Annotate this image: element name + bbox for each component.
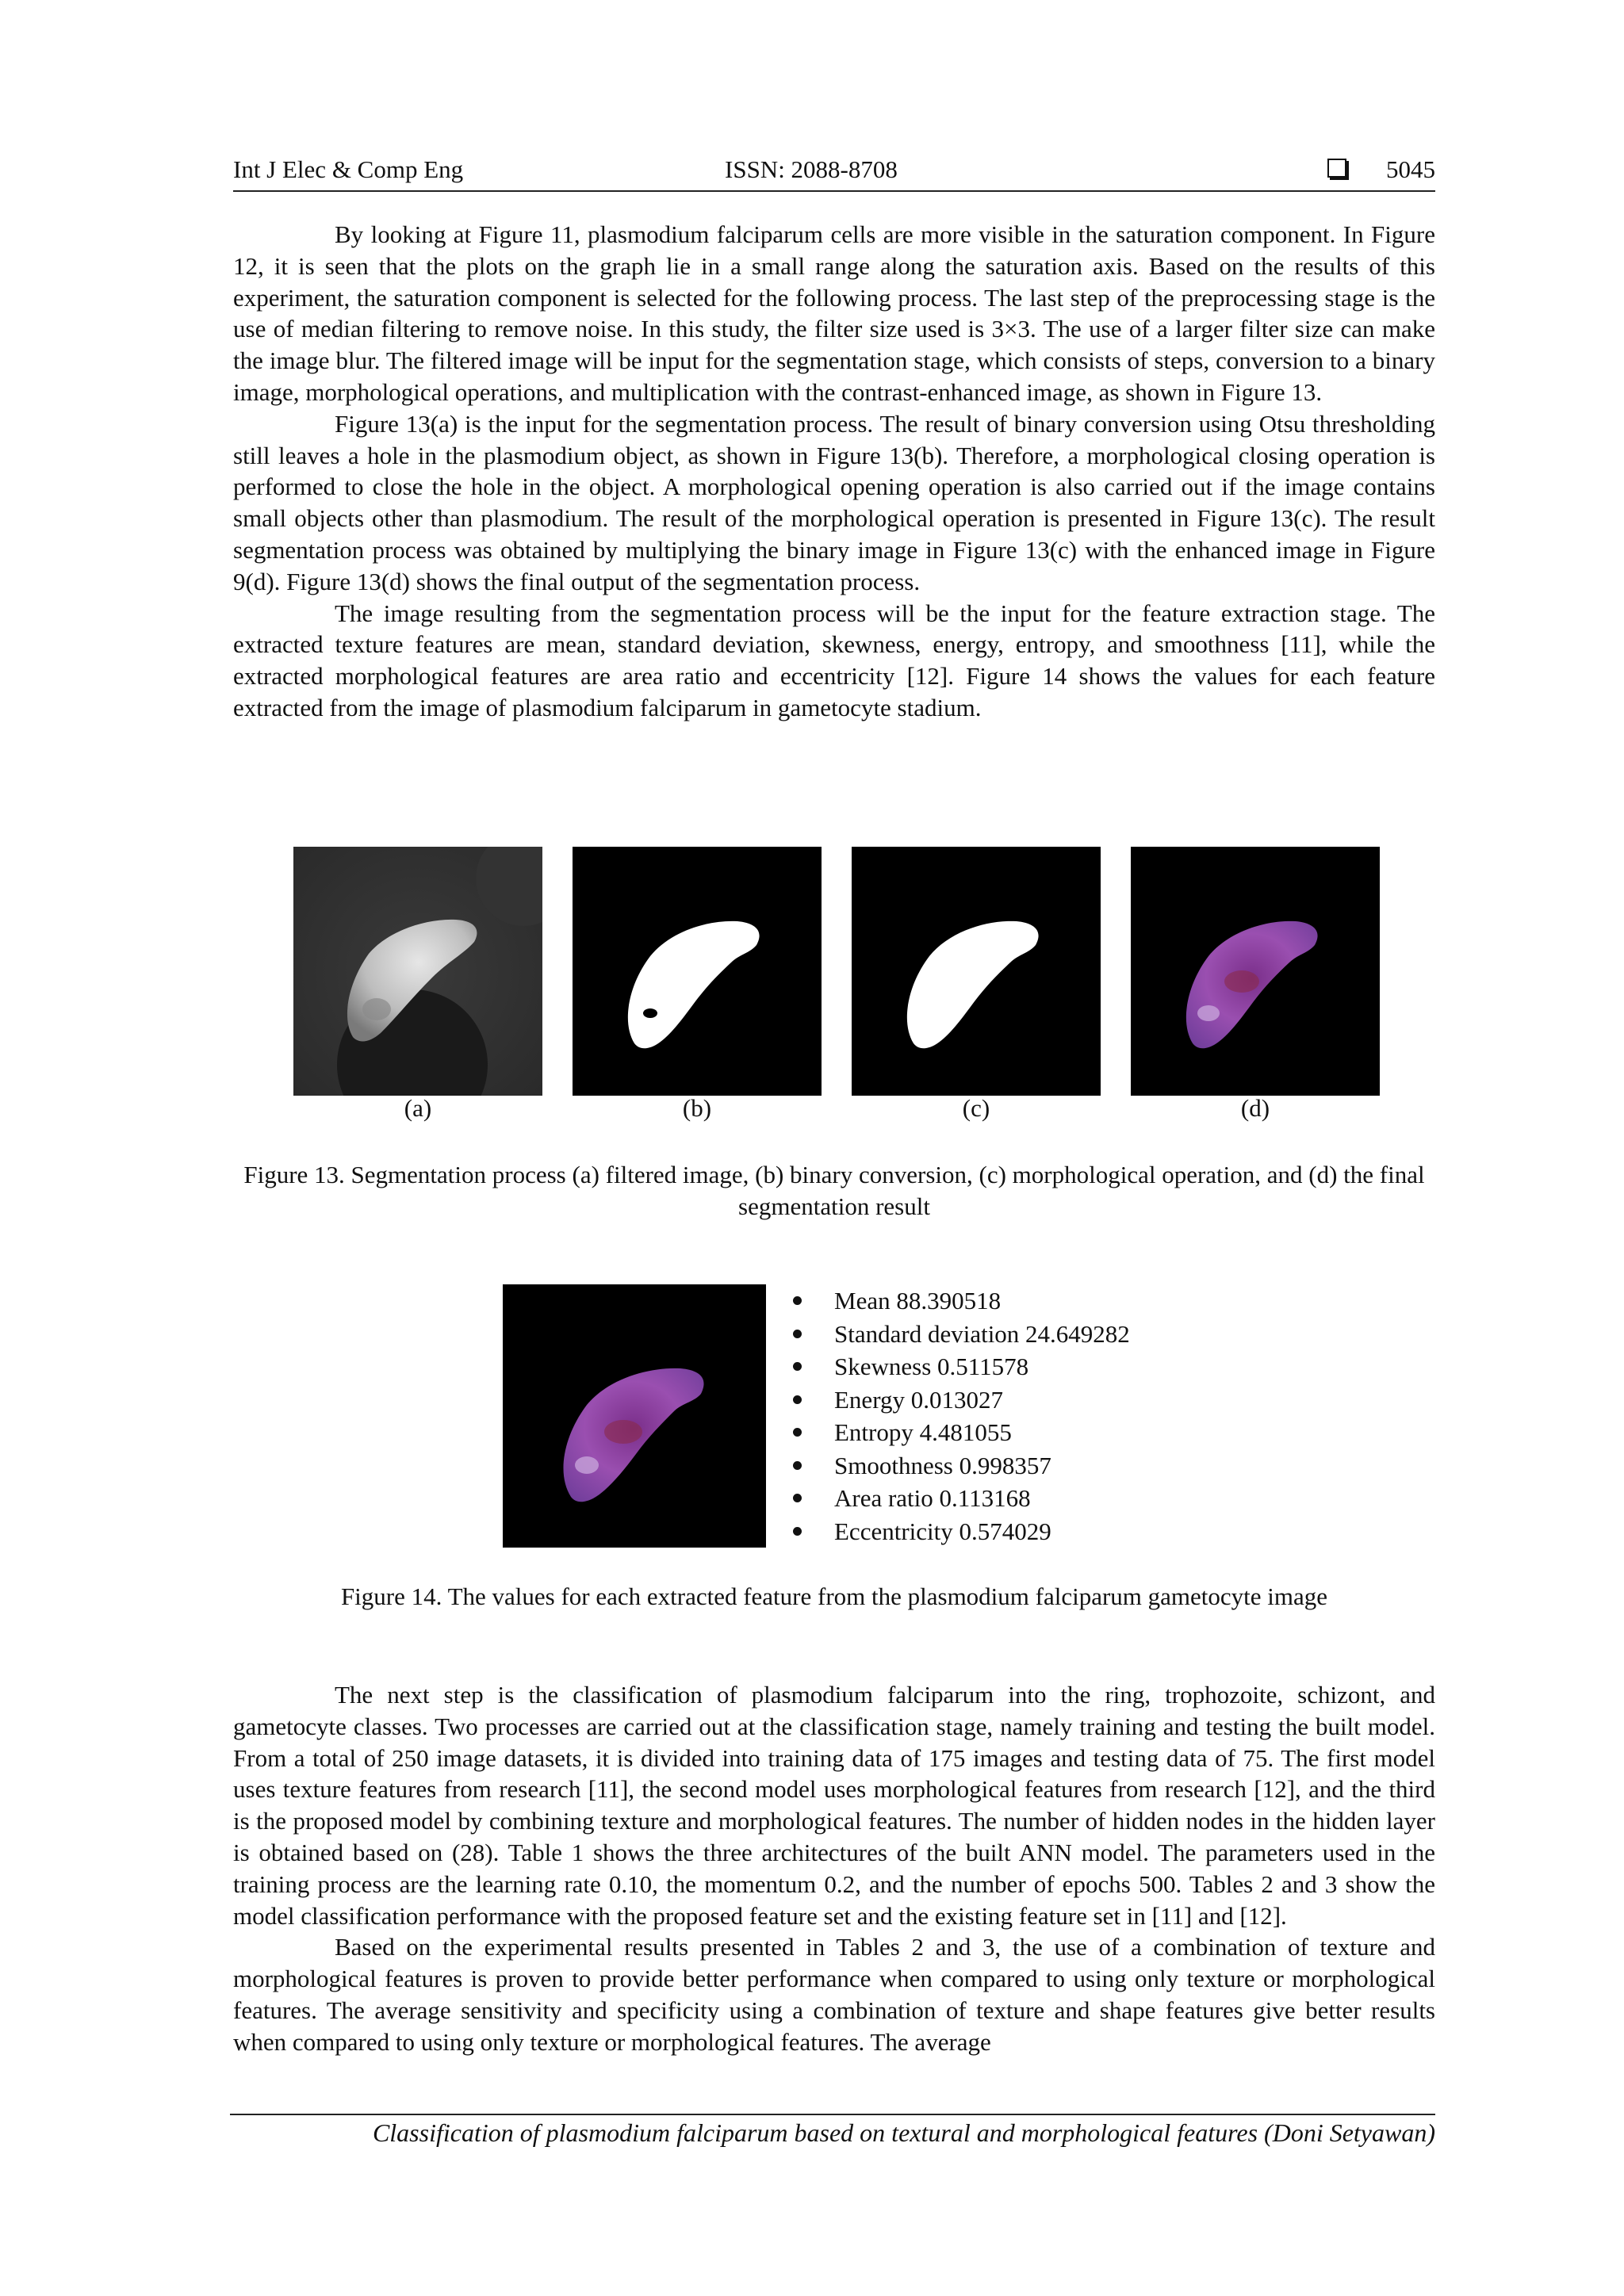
feature-item-mean: Mean 88.390518 (793, 1284, 1130, 1318)
issn: ISSN: 2088-8708 (725, 155, 898, 183)
page-header (233, 155, 1435, 192)
paragraph: Based on the experimental results presented in Tables 2 and 3, the use of a combination of texture and morphological features is proven to provide better performance when compared to using only texture or morphological features. The average sensitivity and specificity using a combination of texture and shape features give better results when compared to using only texture or morphological features. The average (233, 1933, 1435, 2056)
figure-13-caption: Figure 13. Segmentation process (a) filtered image, (b) binary conversion, (c) morphological operation, and (d) the final segmentation result (243, 1161, 1425, 1220)
figure-13 (293, 847, 1372, 1097)
feature-item-entropy: Entropy 4.481055 (793, 1416, 1130, 1449)
segmentation-result-graphic (1131, 847, 1380, 1096)
body-text-bottom (233, 1679, 1435, 2058)
figure-14-caption: Figure 14. The values for each extracted feature from the plasmodium falciparum gametocyte image (340, 1582, 1328, 1610)
page-footer: Classification of plasmodium falciparum based on textural and morphological features (Doni Setyawan) (230, 2114, 1435, 2148)
feature-item-smoothness: Smoothness 0.998357 (793, 1449, 1130, 1483)
journal-name: Int J Elec & Comp Eng (233, 155, 464, 183)
page-number: 5045 (1386, 155, 1435, 183)
paragraph: The image resulting from the segmentation process will be the input for the feature extraction stage. The extracted texture features are mean, standard deviation, skewness, energy, entropy, and smoothness [11], while the extracted morphological features are area ratio and eccentricity [12]. Figure 14 shows the values for each feature extracted from the image of plasmodium falciparum in gametocyte stadium. (233, 599, 1435, 721)
gametocyte-image (503, 1284, 766, 1548)
feature-item-standard-deviation: Standard deviation 24.649282 (793, 1318, 1130, 1351)
feature-item-area-ratio: Area ratio 0.113168 (793, 1482, 1130, 1515)
paragraph: By looking at Figure 11, plasmodium falciparum cells are more visible in the saturation component. In Figure 12, it is seen that the plots on the graph lie in a small range along the saturation axis. Based on the results of this experiment, the saturation component is selected for the following process. The last step of the preprocessing stage is the use of median filtering to remove noise. In this study, the filter size used is 3×3. The use of a larger filter size can make the image blur. The filtered image will be input for the segmentation stage, which consists of steps, conversion to a binary image, morphological operations, and multiplication with the contrast-enhanced image, as shown in Figure 13. (233, 220, 1435, 406)
panel-label-c: (c) (962, 1094, 990, 1122)
feature-item-energy: Energy 0.013027 (793, 1383, 1130, 1417)
panel-label-b: (b) (682, 1094, 712, 1122)
binary-image (573, 847, 822, 1096)
binary-image-graphic (573, 847, 822, 1096)
feature-values-list (793, 1284, 1130, 1548)
panel-label-d: (d) (1240, 1094, 1270, 1122)
panel-label-a: (a) (404, 1094, 432, 1122)
body-text-top (233, 219, 1435, 724)
filtered-image-graphic (293, 847, 542, 1096)
checkbox-square-icon (1327, 159, 1346, 178)
paragraph: The next step is the classification of plasmodium falciparum into the ring, trophozoite, schizont, and gametocyte classes. Two processes are carried out at the classification stage, namely training and testing the built model. From a total of 250 image datasets, it is divided into training data of 175 images and testing data of 75. The first model uses texture features from research [11], the second model uses morphological features from research [12], and the third is the proposed model by combining texture and morphological features. The number of hidden nodes in the hidden layer is obtained based on (28). Table 1 shows the three architectures of the built ANN model. The parameters used in the training process are the learning rate 0.10, the momentum 0.2, and the number of epochs 500. Tables 2 and 3 show the model classification performance with the proposed feature set and the existing feature set in [11] and [12]. (233, 1681, 1435, 1930)
gametocyte-graphic (503, 1284, 766, 1548)
feature-item-skewness: Skewness 0.511578 (793, 1350, 1130, 1383)
morphological-image-graphic (852, 847, 1101, 1096)
segmentation-result-image (1131, 847, 1380, 1096)
feature-item-eccentricity: Eccentricity 0.574029 (793, 1515, 1130, 1548)
filtered-image (293, 847, 542, 1096)
paragraph: Figure 13(a) is the input for the segmentation process. The result of binary conversion using Otsu thresholding still leaves a hole in the plasmodium object, as shown in Figure 13(b). Therefore, a morphological closing operation is performed to close the hole in the object. A morphological opening operation is also carried out if the image contains small objects other than plasmodium. The result of the morphological operation is presented in Figure 13(c). The result segmentation process was obtained by multiplying the binary image in Figure 13(c) with the enhanced image in Figure 9(d). Figure 13(d) shows the final output of the segmentation process. (233, 409, 1435, 595)
morphological-image (852, 847, 1101, 1096)
